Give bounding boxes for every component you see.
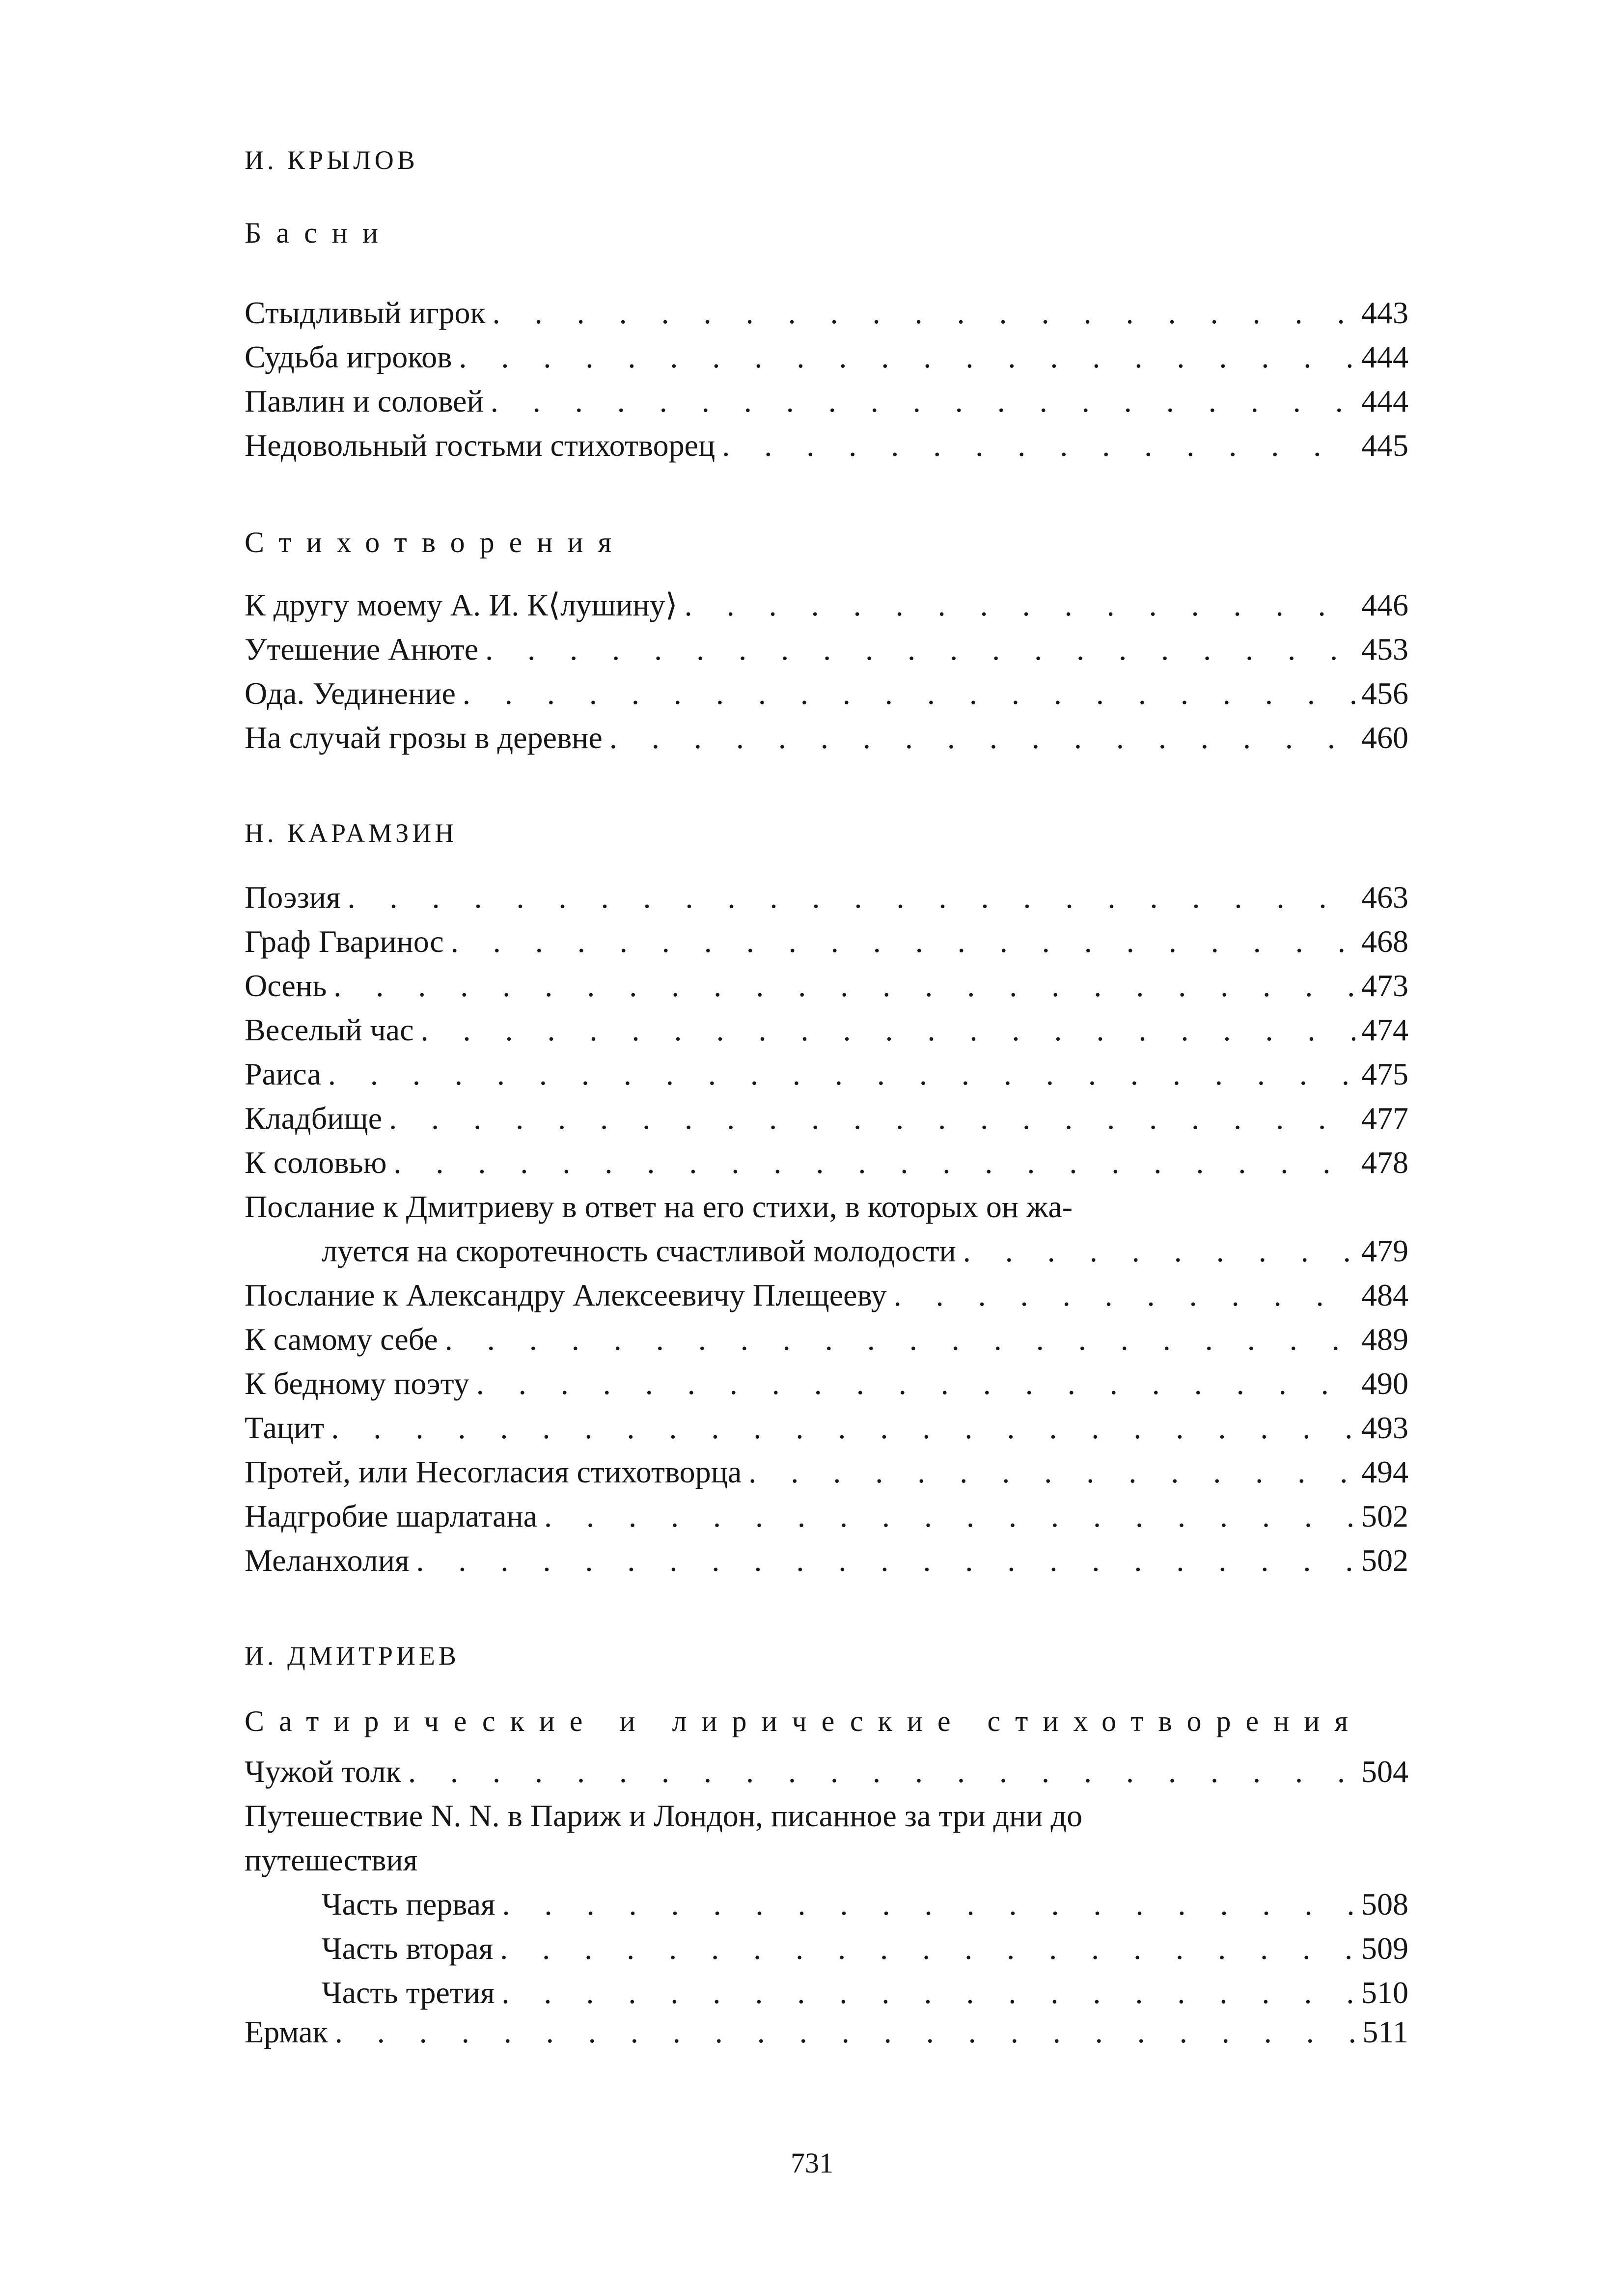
toc-entry	[245, 1754, 1408, 1797]
entry-page: 446	[1361, 587, 1408, 622]
entry-page: 468	[1361, 924, 1408, 959]
dot-leader	[408, 1754, 1355, 1790]
entry-page: 453	[1361, 632, 1408, 667]
entry-title: Осень	[245, 968, 327, 1003]
toc-entry	[245, 1277, 1408, 1320]
entry-page: 502	[1361, 1543, 1408, 1578]
dot-leader	[609, 720, 1355, 756]
section-heading: Басни	[245, 217, 393, 249]
entry-title: На случай грозы в деревне	[245, 720, 603, 755]
entry-page: 508	[1361, 1887, 1408, 1922]
page-number: 731	[791, 2147, 833, 2179]
entry-page: 502	[1361, 1499, 1408, 1533]
toc-entry	[322, 1886, 1408, 1929]
dot-leader	[463, 675, 1355, 712]
dot-leader	[328, 1056, 1355, 1092]
dot-leader	[748, 1454, 1355, 1490]
dot-leader	[333, 968, 1355, 1004]
toc-entry	[245, 1454, 1408, 1497]
entry-title: Меланхолия	[245, 1543, 410, 1578]
toc-entry	[245, 1012, 1408, 1055]
entry-page: 490	[1361, 1366, 1408, 1401]
entry-page: 477	[1361, 1101, 1408, 1136]
toc-entry	[245, 1542, 1408, 1586]
dot-leader	[335, 2014, 1357, 2050]
entry-title: Тацит	[245, 1410, 325, 1445]
entry-title: Павлин и соловей	[245, 384, 484, 418]
entry-page: 475	[1361, 1057, 1408, 1091]
dot-leader	[331, 1410, 1355, 1446]
dot-leader	[476, 1366, 1355, 1402]
author-heading: И. ДМИТРИЕВ	[245, 1641, 460, 1671]
dot-leader	[502, 1886, 1355, 1923]
entry-page: 509	[1361, 1931, 1408, 1966]
entry-page: 474	[1361, 1012, 1408, 1047]
entry-title: К другу моему А. И. К⟨лушину⟩	[245, 587, 678, 622]
toc-entry	[245, 968, 1408, 1011]
dot-leader	[491, 383, 1355, 419]
toc-entry	[245, 879, 1408, 922]
entry-page: 510	[1361, 1975, 1408, 2010]
entry-page: 443	[1361, 295, 1408, 330]
author-heading: И. КРЫЛОВ	[245, 145, 418, 175]
entry-title: Ермак	[245, 2014, 328, 2049]
dot-leader	[416, 1542, 1355, 1579]
entry-page: 511	[1362, 2014, 1408, 2049]
entry-page: 484	[1361, 1278, 1408, 1312]
toc-entry	[245, 631, 1408, 674]
dot-leader	[393, 1144, 1355, 1181]
entry-page: 494	[1361, 1454, 1408, 1489]
dot-leader	[347, 879, 1355, 916]
entry-title: Граф Гваринос	[245, 924, 444, 959]
entry-page: 473	[1361, 968, 1408, 1003]
entry-title: Послание к Александру Алексеевичу Плещееву	[245, 1278, 887, 1312]
dot-leader	[485, 631, 1355, 668]
entry-title: Чужой толк	[245, 1754, 401, 1789]
dot-leader	[493, 295, 1355, 331]
toc-entry	[245, 427, 1408, 471]
entry-title: Часть вторая	[322, 1931, 494, 1966]
entry-page: 444	[1361, 339, 1408, 374]
toc-entry-line: Послание к Дмитриеву в ответ на его стихи, в которых он жа-	[245, 1189, 1073, 1224]
entry-page: 463	[1361, 880, 1408, 915]
entry-title: Веселый час	[245, 1012, 414, 1047]
entry-title: луется на скоротечность счастливой молодости	[322, 1233, 956, 1268]
author-heading: Н. КАРАМЗИН	[245, 818, 458, 848]
dot-leader	[722, 427, 1355, 464]
entry-page: 489	[1361, 1322, 1408, 1357]
entry-page: 478	[1361, 1145, 1408, 1180]
entry-page: 479	[1361, 1233, 1408, 1268]
entry-title: Протей, или Несогласия стихотворца	[245, 1454, 742, 1489]
entry-title: К самому себе	[245, 1322, 438, 1357]
toc-entry	[245, 720, 1408, 763]
toc-entry	[322, 1930, 1408, 1974]
entry-title: Кладбище	[245, 1101, 383, 1136]
entry-title: Надгробие шарлатана	[245, 1499, 537, 1533]
toc-entry	[245, 675, 1408, 719]
entry-title: Раиса	[245, 1057, 321, 1091]
entry-title: К бедному поэту	[245, 1366, 469, 1401]
toc-entry	[322, 1233, 1408, 1276]
dot-leader	[451, 923, 1355, 960]
entry-title: Поэзия	[245, 880, 341, 915]
entry-title: Ода. Уединение	[245, 676, 456, 711]
toc-entry	[245, 587, 1408, 630]
entry-title: Стыдливый игрок	[245, 295, 486, 330]
toc-entry	[245, 2014, 1408, 2057]
entry-title: Недовольный гостьми стихотворец	[245, 428, 716, 463]
toc-entry	[245, 383, 1408, 426]
toc-entry	[245, 1100, 1408, 1143]
entry-page: 456	[1361, 676, 1408, 711]
dot-leader	[389, 1100, 1355, 1137]
entry-title: К соловью	[245, 1145, 387, 1180]
toc-entry	[245, 1366, 1408, 1409]
toc-entry	[245, 1056, 1408, 1099]
toc-entry	[245, 1498, 1408, 1541]
toc-entry	[245, 1410, 1408, 1453]
entry-title: Часть третия	[322, 1975, 495, 2010]
dot-leader	[894, 1277, 1355, 1313]
dot-leader	[685, 587, 1355, 623]
dot-leader	[963, 1233, 1355, 1269]
dot-leader	[420, 1012, 1355, 1048]
entry-title: Часть первая	[322, 1887, 495, 1922]
section-heading: Сатирические и лирические стихотворения	[245, 1705, 1363, 1737]
entry-title: Утешение Анюте	[245, 632, 479, 667]
toc-entry	[245, 295, 1408, 338]
toc-entry	[245, 1144, 1408, 1188]
toc-entry	[245, 339, 1408, 382]
entry-page: 460	[1361, 720, 1408, 755]
entry-page: 445	[1361, 428, 1408, 463]
dot-leader	[500, 1930, 1355, 1967]
dot-leader	[544, 1498, 1355, 1534]
entry-page: 493	[1361, 1410, 1408, 1445]
entry-page: 504	[1361, 1754, 1408, 1789]
toc-entry	[322, 1975, 1408, 2018]
toc-entry	[245, 923, 1408, 967]
toc-entry-line: Путешествие N. N. в Париж и Лондон, писанное за три дни до	[245, 1798, 1083, 1833]
entry-title: Судьба игроков	[245, 339, 452, 374]
dot-leader	[501, 1975, 1355, 2011]
toc-entry	[245, 1321, 1408, 1365]
section-heading: Стихотворения	[245, 526, 627, 558]
entry-page: 444	[1361, 384, 1408, 418]
dot-leader	[459, 339, 1355, 375]
dot-leader	[445, 1321, 1355, 1358]
toc-entry-line: путешествия	[245, 1842, 418, 1877]
